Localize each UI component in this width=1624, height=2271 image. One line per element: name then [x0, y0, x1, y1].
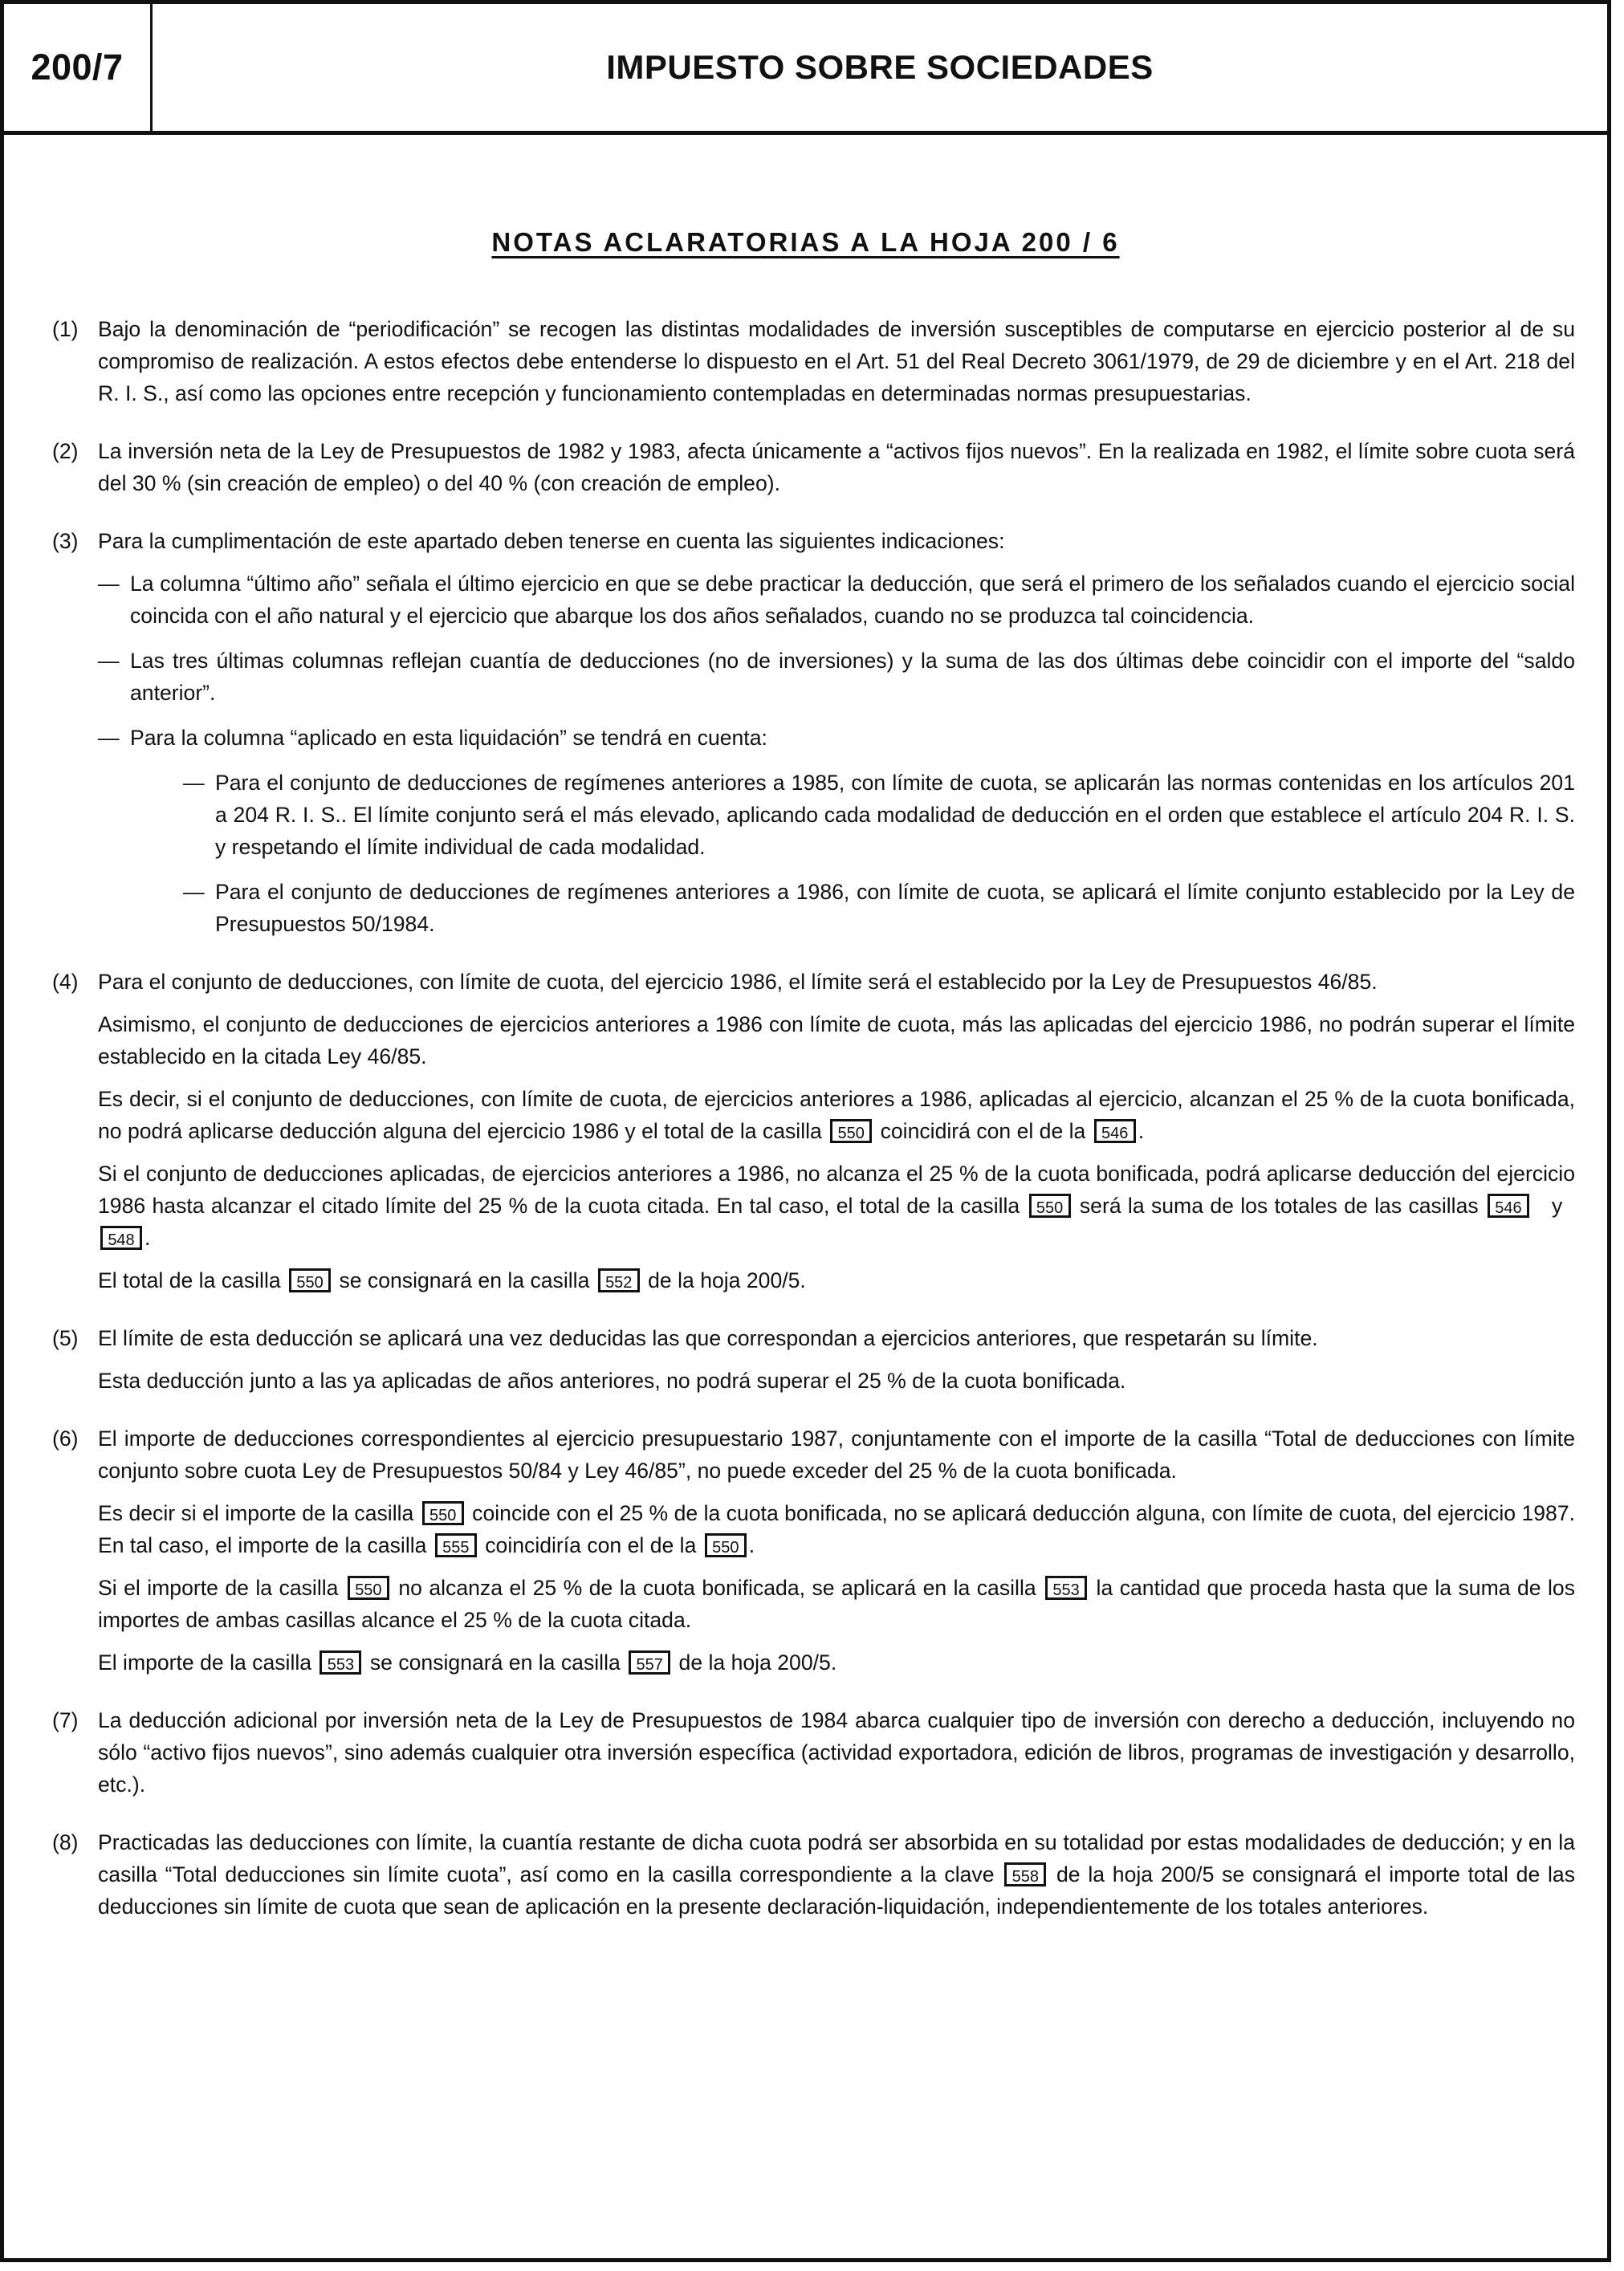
text-run: y — [1551, 1194, 1563, 1218]
note-text — [98, 1646, 1575, 1679]
casilla-box: 555 — [435, 1533, 477, 1557]
casilla-box: 548 — [100, 1226, 142, 1250]
note-3 — [52, 525, 1575, 940]
note-text: El importe de deducciones correspondientes al ejercicio presupuestario 1987, conjuntamente con el importe de la casilla “Total de deducciones con límite conjunto sobre cuota Ley de Presupuestos 50/84 y Ley 46/85”, no puede exceder del 25 % de la cuota bonificada. — [98, 1426, 1575, 1483]
note-8 — [52, 1826, 1575, 1923]
dash-item-text: Las tres últimas columnas reflejan cuantía de deducciones (no de inversiones) y la suma de las dos últimas debe coincidir con el importe del “saldo anterior”. — [130, 649, 1575, 705]
note-text: Esta deducción junto a las ya aplicadas de años anteriores, no podrá superar el 25 % de la cuota bonificada. — [98, 1369, 1126, 1393]
text-run: no alcanza el 25 % de la cuota bonificada, se aplicará en la casilla — [398, 1576, 1036, 1600]
note-text: Asimismo, el conjunto de deducciones de ejercicios anteriores a 1986 con límite de cuota, más las aplicadas del ejercicio 1986, no podrán superar el límite establecido en la citada Ley 46/85. — [98, 1012, 1575, 1068]
casilla-box: 550 — [705, 1533, 747, 1557]
dash-item — [98, 645, 1575, 709]
note-number: (3) — [52, 529, 79, 553]
text-run: de la hoja 200/5 se consignará el importe total de las deducciones sin límite de cuota que sean de aplicación en la presente declaración-liquidación, independientemente de los totales anteriores. — [98, 1862, 1575, 1919]
text-run: . — [748, 1533, 755, 1557]
note-1 — [52, 313, 1575, 409]
note-number: (1) — [52, 317, 79, 341]
note-text: La inversión neta de la Ley de Presupuestos de 1982 y 1983, afecta únicamente a “activos fijos nuevos”. En la realizada en 1982, el límite sobre cuota será del 30 % (sin creación de empleo) o del 40 % (con creación de empleo). — [98, 439, 1575, 495]
casilla-box: 550 — [422, 1501, 464, 1525]
dash-bullet: — — [98, 649, 120, 673]
casilla-box: 558 — [1004, 1862, 1046, 1886]
dash-bullet: — — [98, 726, 120, 750]
note-4 — [52, 966, 1575, 1296]
dash-item-text: Para el conjunto de deducciones de regímenes anteriores a 1985, con límite de cuota, se aplicarán las normas contenidas en los artículos 201 a 204 R. I. S.. El límite conjunto será el más elevado, aplicando cada modalidad de deducción en el orden que establece el artículo 204 R. I. S. y respetando el límite individual de cada modalidad. — [215, 771, 1575, 859]
note-6 — [52, 1422, 1575, 1679]
text-run: El total de la casilla — [98, 1268, 281, 1292]
casilla-box: 550 — [289, 1268, 331, 1292]
note-text: Para el conjunto de deducciones, con límite de cuota, del ejercicio 1986, el límite será el establecido por la Ley de Presupuestos 46/85. — [98, 970, 1378, 994]
note-text: El límite de esta deducción se aplicará una vez deducidas las que correspondan a ejercicios anteriores, que respetarán su límite. — [98, 1326, 1318, 1350]
casilla-box: 553 — [1045, 1576, 1087, 1600]
dash-item-text: La columna “último año” señala el último ejercicio en que se debe practicar la deducción, que será el primero de los señalados cuando el ejercicio social coincida con el año natural y el ejercicio que abarque los dos años señalados, cuando no se produzca tal coincidencia. — [130, 572, 1575, 628]
text-run: coincidiría con el de la — [485, 1533, 697, 1557]
note-text — [98, 1497, 1575, 1561]
text-run: Si el conjunto de deducciones aplicadas, de ejercicios anteriores a 1986, no alcanza el 25 % de la cuota bonificada, podrá aplicarse deducción del ejercicio 1986 hasta alcanzar el citado límite del 25 % de la cuota citada. En tal caso, el total de la casilla — [98, 1162, 1575, 1218]
sub-dash-item — [183, 876, 1575, 940]
text-run: . — [1138, 1119, 1145, 1143]
note-intro: Para la cumplimentación de este apartado deben tenerse en cuenta las siguientes indicaciones: — [98, 529, 1005, 553]
dash-bullet: — — [183, 880, 205, 904]
text-run: se consignará en la casilla — [369, 1650, 621, 1675]
text-run: la cantidad que proceda hasta que la suma de los importes de ambas casillas alcance el 25 % de la cuota citada. — [98, 1576, 1575, 1632]
text-run: será la suma de los totales de las casillas — [1079, 1194, 1479, 1218]
text-run: Es decir, si el conjunto de deducciones, con límite de cuota, de ejercicios anteriores a 1986, aplicadas al ejercicio, alcanzan el 25 % de la cuota bonificada, no podrá aplicarse deducción alguna del ejercicio 1986 y el total de la casilla — [98, 1087, 1575, 1143]
casilla-box: 550 — [830, 1119, 872, 1143]
page-title: IMPUESTO SOBRE SOCIEDADES — [606, 48, 1154, 86]
sub-dash-item — [183, 767, 1575, 863]
dash-item-text: Para la columna “aplicado en esta liquidación” se tendrá en cuenta: — [130, 726, 767, 750]
note-number: (5) — [52, 1326, 79, 1350]
text-run: de la hoja 200/5. — [648, 1268, 806, 1292]
casilla-box: 550 — [348, 1576, 389, 1600]
note-text — [98, 1826, 1575, 1923]
casilla-box: 546 — [1488, 1194, 1529, 1218]
note-number: (4) — [52, 970, 79, 994]
text-run: coincide con el 25 % de la cuota bonificada, no se aplicará deducción alguna, con límite de cuota, del ejercicio 1987. En tal caso, el importe de la casilla — [98, 1501, 1576, 1557]
note-2 — [52, 435, 1575, 499]
note-text — [98, 1264, 1575, 1296]
dash-item — [98, 568, 1575, 632]
casilla-box: 550 — [1029, 1194, 1071, 1218]
form-header — [4, 4, 1607, 135]
note-text — [98, 1083, 1575, 1147]
casilla-box: 546 — [1094, 1119, 1136, 1143]
text-run: se consignará en la casilla — [339, 1268, 590, 1292]
note-text: Bajo la denominación de “periodificación” se recogen las distintas modalidades de inversión susceptibles de computarse en ejercicio posterior al de su compromiso de realización. A estos efectos debe entenderse lo dispuesto en el Art. 51 del Real Decreto 3061/1979, de 29 de diciembre y en el Art. 218 del R. I. S., así como las opciones entre recepción y funcionamiento contempladas en determinadas normas presupuestarias. — [98, 317, 1575, 405]
text-run: de la hoja 200/5. — [678, 1650, 837, 1675]
text-run: Practicadas las deducciones con límite, la cuantía restante de dicha cuota podrá ser absorbida en su totalidad por estas modalidades de deducción; y en la casilla “Total deducciones sin límite cuota”, así como en la casilla correspondiente a la clave — [98, 1830, 1575, 1886]
note-number: (6) — [52, 1426, 79, 1451]
casilla-box: 552 — [598, 1268, 640, 1292]
notes-body — [52, 313, 1575, 1948]
note-number: (7) — [52, 1708, 79, 1732]
text-run: Es decir si el importe de la casilla — [98, 1501, 414, 1525]
casilla-box: 553 — [320, 1650, 361, 1675]
notes-subtitle-text: NOTAS ACLARATORIAS A LA HOJA 200 / 6 — [491, 227, 1120, 257]
notes-subtitle — [4, 227, 1607, 258]
text-run: Si el importe de la casilla — [98, 1576, 339, 1600]
note-text — [98, 1572, 1575, 1636]
dash-item — [98, 722, 1575, 754]
note-number: (2) — [52, 439, 79, 463]
dash-bullet: — — [98, 572, 120, 596]
text-run: . — [144, 1226, 151, 1250]
note-number: (8) — [52, 1830, 79, 1854]
note-5 — [52, 1322, 1575, 1397]
dash-bullet: — — [183, 771, 205, 795]
note-text — [98, 1158, 1575, 1254]
text-run: coincidirá con el de la — [880, 1119, 1086, 1143]
form-code: 200/7 — [4, 4, 153, 131]
text-run: El importe de la casilla — [98, 1650, 312, 1675]
note-text: La deducción adicional por inversión neta de la Ley de Presupuestos de 1984 abarca cualquier tipo de inversión con derecho a deducción, incluyendo no sólo “activo fijos nuevos”, sino además cualquier otra inversión específica (actividad exportadora, edición de libros, programas de investigación y desarrollo, etc.). — [98, 1708, 1575, 1797]
casilla-box: 557 — [629, 1650, 670, 1675]
note-7 — [52, 1704, 1575, 1801]
dash-item-text: Para el conjunto de deducciones de regímenes anteriores a 1986, con límite de cuota, se aplicará el límite conjunto establecido por la Ley de Presupuestos 50/1984. — [215, 880, 1575, 936]
